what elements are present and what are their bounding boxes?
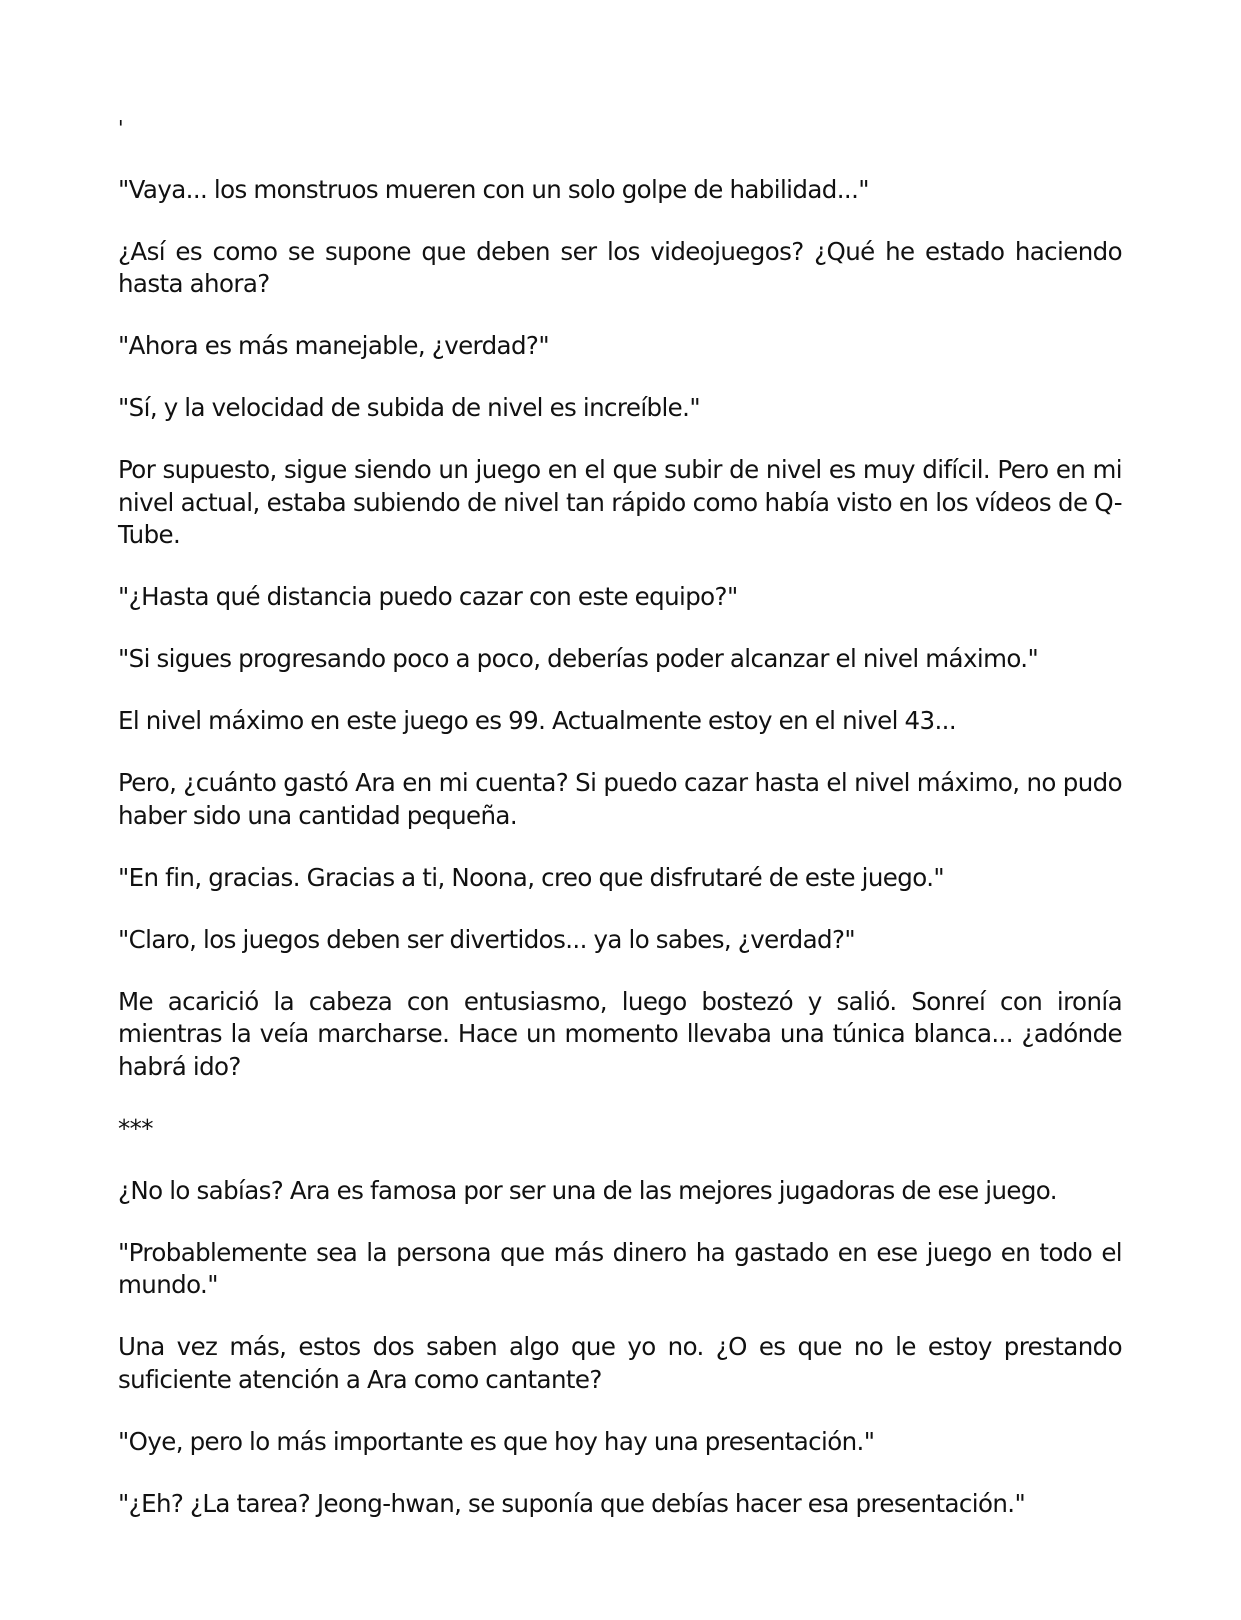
section-separator: *** (118, 1113, 153, 1143)
paragraph: "¿Hasta qué distancia puedo cazar con este equipo?" (118, 582, 738, 611)
paragraph: "En fin, gracias. Gracias a ti, Noona, creo que disfrutaré de este juego." (118, 862, 945, 892)
paragraph: Me acarició la cabeza con entusiasmo, luego bostezó y salió. Sonreí con ironía mientras la veía marcharse. Hace un momento llevaba una túnica blanca... ¿adónde habrá ido? (118, 986, 1122, 1081)
paragraph: Pero, ¿cuánto gastó Ara en mi cuenta? Si puedo cazar hasta el nivel máximo, no pudo haber sido una cantidad pequeña. (118, 768, 1122, 830)
paragraph: ¿No lo sabías? Ara es famosa por ser una de las mejores jugadoras de ese juego. (118, 1175, 1057, 1205)
paragraph: "Ahora es más manejable, ¿verdad?" (118, 331, 549, 360)
paragraph: Por supuesto, sigue siendo un juego en el que subir de nivel es muy difícil. Pero en mi nivel actual, estaba subiendo de nivel tan rápido como había visto en los vídeos de Q-Tube. (118, 455, 1122, 549)
paragraph: "Vaya... los monstruos mueren con un solo golpe de habilidad..." (118, 174, 869, 204)
paragraph: "Oye, pero lo más importante es que hoy hay una presentación." (118, 1426, 875, 1456)
paragraph: ¿Así es como se supone que deben ser los videojuegos? ¿Qué he estado haciendo hasta ahora? (118, 236, 1122, 298)
paragraph: El nivel máximo en este juego es 99. Actualmente estoy en el nivel 43... (118, 706, 957, 735)
paragraph: Una vez más, estos dos saben algo que yo no. ¿O es que no le estoy prestando suficiente atención a Ara como cantante? (118, 1332, 1122, 1394)
paragraph: "Claro, los juegos deben ser divertidos... ya lo sabes, ¿verdad?" (118, 924, 856, 954)
stray-mark: ' (118, 116, 123, 140)
paragraph: "¿Eh? ¿La tarea? Jeong-hwan, se suponía que debías hacer esa presentación." (118, 1488, 1026, 1518)
paragraph: "Sí, y la velocidad de subida de nivel es increíble." (118, 393, 701, 422)
body-text (118, 112, 1122, 1550)
paragraph: "Probablemente sea la persona que más dinero ha gastado en ese juego en todo el mundo." (118, 1237, 1122, 1299)
paragraph: "Si sigues progresando poco a poco, deberías poder alcanzar el nivel máximo." (118, 644, 1039, 673)
